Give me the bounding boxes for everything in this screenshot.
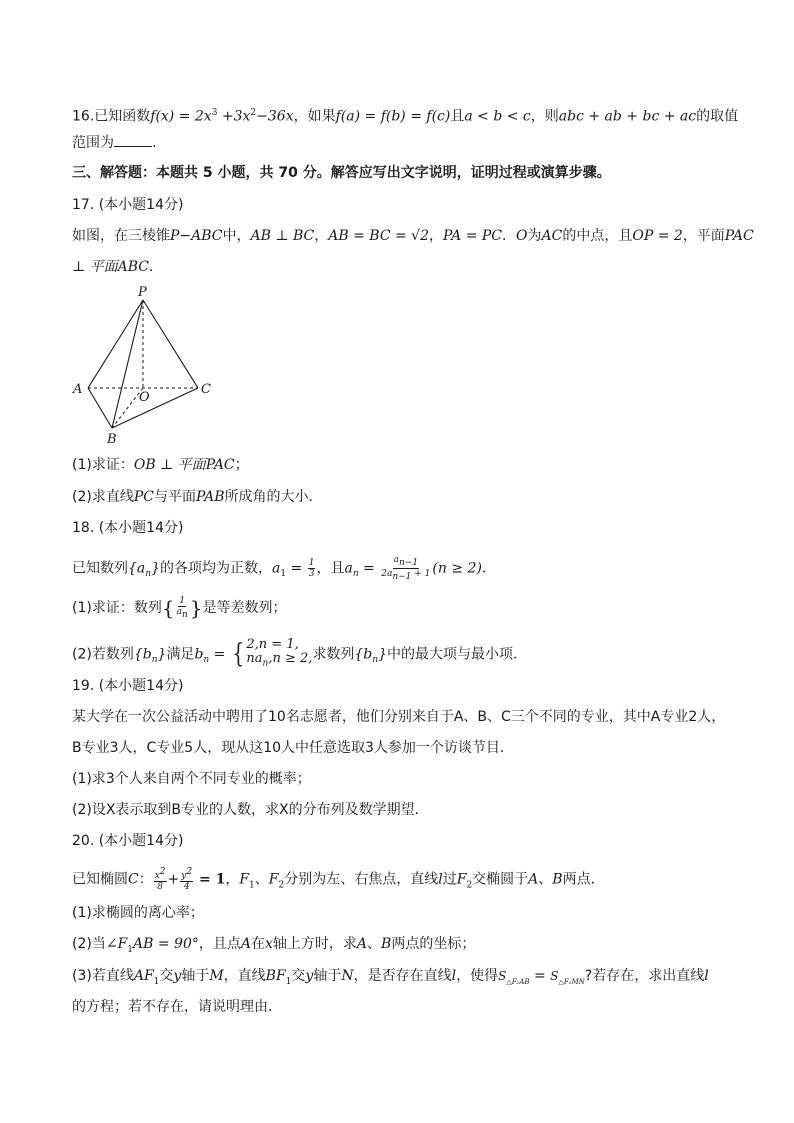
q20-sub: △F₁AB xyxy=(506,977,530,986)
q18-part2 xyxy=(72,638,527,671)
q17-t: 如图，在三棱锥 xyxy=(72,228,170,244)
q17-m: ABC xyxy=(117,259,149,275)
frac-num-sup: 2 xyxy=(159,867,166,877)
frac-den-a: a xyxy=(176,607,182,617)
q19-header: 19. (本小题14分) xyxy=(72,678,184,694)
q16-exp3: 3 xyxy=(211,108,218,118)
q17-m: P−ABC xyxy=(170,228,223,244)
q18-t: (1)求证：数列 xyxy=(72,599,162,616)
q20-part2 xyxy=(72,934,475,960)
q17-m: PA = PC xyxy=(443,228,503,244)
frac-num-sup: 2 xyxy=(186,867,193,877)
q18-header: 18. (本小题14分) xyxy=(72,520,184,536)
q20-m: l xyxy=(451,968,457,984)
q20-t: ，直线 xyxy=(223,968,266,984)
q20-t: ?若存在，求出直线 xyxy=(584,968,705,984)
q18-eq: = xyxy=(358,560,380,577)
label-o: O xyxy=(139,390,150,405)
frac-num-y: y xyxy=(181,871,187,881)
q20-t: 在 xyxy=(251,936,265,952)
q20-m: F xyxy=(239,871,250,888)
x2-over-8 xyxy=(154,867,167,892)
q17-m: OB ⊥ 平面 xyxy=(133,457,206,473)
q20-sub: 2 xyxy=(466,880,473,891)
q20-t: ，且点 xyxy=(198,936,241,952)
q20-m: F xyxy=(268,871,279,888)
edge-pc xyxy=(143,300,198,388)
q20-m: C xyxy=(128,871,139,888)
q16-line1 xyxy=(72,103,738,127)
q20-m: B xyxy=(381,936,392,952)
q18-t: 是等差数列； xyxy=(202,599,287,616)
q17-t: 的中点，且 xyxy=(562,228,633,244)
q17-part2 xyxy=(72,487,323,507)
q20-m: AB = 90° xyxy=(133,936,199,952)
q19-line1: 某大学在一次公益活动中聘用了10名志愿者，他们分别来自于A、B、C三个不同的专业，其中A专业2人， xyxy=(72,709,726,725)
q20-t: 、 xyxy=(254,871,269,888)
q20-area-s2: S xyxy=(550,969,559,983)
q20-m: A xyxy=(240,936,251,952)
q19-part2: (2)设X表示取到B专业的人数，求X的分布列及数学期望． xyxy=(72,802,429,818)
q17-part1 xyxy=(72,455,249,475)
q20-part3-line2: 的方程；若不存在，请说明理由． xyxy=(72,999,282,1015)
q17-t: (1)求证： xyxy=(72,457,134,473)
q17-header: 17. (本小题14分) xyxy=(72,197,184,213)
q18-sub: n xyxy=(352,569,359,580)
q20-t: 两点的坐标； xyxy=(391,936,476,952)
q17-m: PAC xyxy=(724,228,754,244)
q16-text6: 范围为 xyxy=(72,135,114,151)
q18-t: 求数列 xyxy=(312,646,355,663)
q20-sub: △F₁MN xyxy=(558,977,585,986)
q20-t: ： xyxy=(138,871,153,888)
q20-t: 交 xyxy=(159,968,174,984)
recurrence-fraction xyxy=(380,555,431,582)
q17-t: ， xyxy=(314,228,329,244)
q16-line2 xyxy=(72,133,156,153)
q20-sub: 1 xyxy=(153,976,160,987)
case-2-a: na xyxy=(246,651,263,666)
q17-t: ． xyxy=(149,259,163,275)
q20-line1 xyxy=(72,867,605,895)
q20-m: ∠F xyxy=(105,936,128,952)
q20-m: M xyxy=(209,968,224,984)
q20-m: l xyxy=(438,871,443,888)
q20-sub: 1 xyxy=(127,944,134,955)
q18-eq: = xyxy=(286,560,307,577)
q18-t: ，且 xyxy=(316,560,345,577)
edge-ab xyxy=(88,388,112,428)
q18-m: } xyxy=(157,646,167,663)
case-2 xyxy=(246,652,312,671)
q18-eq: = xyxy=(209,646,230,663)
q20-t: 两点． xyxy=(562,871,605,888)
q18-t: 已知数列 xyxy=(72,560,128,577)
q16-func: f(x) = 2x xyxy=(150,108,212,125)
frac-num xyxy=(393,555,419,569)
q17-t: ， xyxy=(429,228,444,244)
edge-bc xyxy=(112,388,198,428)
frac-den-sub: n−1 xyxy=(392,571,412,582)
q20-t: 、 xyxy=(367,936,382,952)
piecewise-brace: { xyxy=(232,639,244,670)
q16-text3: 且 xyxy=(450,108,465,125)
q20-header: 20. (本小题14分) xyxy=(72,833,184,849)
q20-m: y xyxy=(305,968,314,984)
frac-num: 1 xyxy=(179,596,186,606)
frac-den-a: 2a xyxy=(381,568,393,579)
q16-expression: abc + ab + bc + ac xyxy=(558,108,697,125)
q17-line1 xyxy=(72,226,754,246)
case-1: 2,n = 1, xyxy=(246,637,299,652)
frac-den xyxy=(380,569,431,582)
q20-m: A xyxy=(528,871,539,888)
q18-line1 xyxy=(72,555,496,584)
q18-m: {b xyxy=(354,646,373,663)
q20-plus: + xyxy=(167,871,180,888)
q20-sub: 1 xyxy=(249,880,255,891)
q17-t: ． xyxy=(502,228,517,244)
q18-sub: n xyxy=(145,569,152,580)
q20-m: A xyxy=(356,936,368,952)
q18-m: a xyxy=(344,560,353,577)
q17-m: PAB xyxy=(195,489,225,505)
q17-t: 与平面 xyxy=(153,489,196,505)
reciprocal-fraction xyxy=(176,596,189,620)
q20-t: ，使得 xyxy=(456,968,499,984)
frac-num-x: x xyxy=(154,871,160,881)
q18-sub: 1 xyxy=(280,569,287,580)
q18-m: a xyxy=(271,560,281,577)
braced-fraction xyxy=(162,596,203,620)
q20-t: ，是否存在直线 xyxy=(353,968,452,984)
q17-m: ⊥ 平面 xyxy=(72,259,118,275)
frac-den: 8 xyxy=(157,882,163,892)
q20-t: 轴上方时，求 xyxy=(272,936,357,952)
q20-eq: = xyxy=(529,968,551,984)
q20-m: N xyxy=(341,968,354,984)
q20-m: x xyxy=(265,936,273,952)
frac-den xyxy=(176,607,189,620)
q20-m: BF xyxy=(265,968,286,984)
q20-t: ， xyxy=(225,871,240,888)
answer-blank xyxy=(114,134,152,147)
case-2-end: ,n ≥ 2, xyxy=(268,651,313,666)
q18-t: ． xyxy=(481,560,496,577)
q20-t: 轴于 xyxy=(313,968,342,984)
q16-text: 已知函数 xyxy=(94,108,151,125)
q20-t: 交 xyxy=(291,968,306,984)
q17-t: 为 xyxy=(527,228,542,244)
y2-over-4 xyxy=(180,867,193,892)
q19-part1: (1)求3个人来自两个不同专业的概率； xyxy=(72,771,311,787)
frac-num xyxy=(154,867,167,882)
frac-num: 1 xyxy=(308,557,315,568)
q20-t: 轴于 xyxy=(181,968,210,984)
q16-term3: −36x xyxy=(256,108,294,125)
q19-line2: B专业3人，C专业5人，现从这10人中任意选取3人参加一个访谈节目． xyxy=(72,740,514,756)
q16-number: 16. xyxy=(72,108,95,125)
piecewise xyxy=(230,638,313,671)
q16-exp2: 2 xyxy=(250,108,257,118)
q17-t: 所成角的大小． xyxy=(224,489,323,505)
q18-part1 xyxy=(72,596,286,620)
frac-num-a: a xyxy=(393,555,399,565)
q18-t: (2)若数列 xyxy=(72,646,134,663)
q20-t: 分别为左、右焦点，直线 xyxy=(284,871,439,888)
q17-m: AB ⊥ BC xyxy=(250,228,315,244)
case-2-sub: n xyxy=(262,658,269,669)
q16-text4: ，则 xyxy=(530,108,559,125)
q20-m: B xyxy=(552,871,563,888)
q16-inequality: a < b < c xyxy=(464,108,531,125)
label-b: B xyxy=(107,432,117,447)
q20-m: l xyxy=(704,968,709,984)
q20-t: (2)当 xyxy=(72,936,106,952)
right-brace: } xyxy=(189,595,203,620)
q20-area-s1: S xyxy=(498,969,507,983)
q17-m: O xyxy=(516,228,528,244)
frac-num-sub: n−1 xyxy=(398,557,419,568)
q18-m: } xyxy=(378,646,387,663)
left-brace: { xyxy=(161,595,175,620)
q18-m: {a xyxy=(128,560,146,577)
q20-part1: (1)求椭圆的离心率； xyxy=(72,905,204,921)
q17-m: AC xyxy=(541,228,563,244)
q17-m: OP = 2 xyxy=(632,228,683,244)
q16-condition: f(a) = f(b) = f(c) xyxy=(335,108,451,125)
q17-t: ； xyxy=(234,457,249,473)
q17-t: (2)求直线 xyxy=(72,489,134,505)
q18-sub: n xyxy=(203,655,210,666)
q17-m: AB = BC = √2 xyxy=(328,228,430,244)
q18-m: b xyxy=(194,646,204,663)
q20-t: 、 xyxy=(538,871,553,888)
label-p: P xyxy=(138,285,147,300)
q20-eq: = 1 xyxy=(194,871,226,888)
q16-text5: 的取值 xyxy=(696,108,739,125)
q17-t: 中， xyxy=(222,228,251,244)
edge-pa xyxy=(88,300,143,388)
q20-sub: 2 xyxy=(278,880,285,891)
q20-t: 交椭圆于 xyxy=(472,871,529,888)
q17-t: ，平面 xyxy=(682,228,725,244)
q20-sub: 1 xyxy=(285,976,292,987)
q17-m: PAC xyxy=(205,457,235,473)
frac-den-sub: n xyxy=(181,609,188,620)
q18-m: {b xyxy=(133,646,152,663)
q18-sub: n xyxy=(372,655,379,666)
q20-m: F xyxy=(456,871,467,888)
q20-part3 xyxy=(72,966,709,992)
label-a: A xyxy=(73,382,83,397)
q18-t: 的各项均为正数， xyxy=(159,560,272,577)
q18-sub: n xyxy=(151,655,158,666)
frac-num xyxy=(180,867,193,882)
q18-m: (n ≥ 2) xyxy=(432,560,482,577)
q16-text2: ，如果 xyxy=(293,108,336,125)
q20-t: 已知椭圆 xyxy=(72,871,128,888)
q20-t: 过 xyxy=(442,871,457,888)
q16-term2: +3x xyxy=(217,108,251,125)
fraction-one-third xyxy=(308,558,316,579)
q20-t: (3)若直线 xyxy=(72,968,134,984)
q16-end: . xyxy=(152,135,157,151)
piecewise-cases xyxy=(246,638,312,671)
q18-t: 中的最大项与最小项． xyxy=(386,646,527,663)
q17-m: PC xyxy=(133,489,154,505)
q20-m: AF xyxy=(133,968,154,984)
frac-den: 4 xyxy=(183,882,190,892)
frac-den: 3 xyxy=(308,568,315,579)
q17-line2 xyxy=(72,257,163,277)
section-3-heading: 三、解答题：本题共 5 小题，共 70 分。解答应写出文字说明，证明过程或演算步骤。 xyxy=(72,165,611,181)
q20-m: y xyxy=(173,968,182,984)
label-c: C xyxy=(201,382,211,397)
frac-den-end: + 1 xyxy=(411,568,431,579)
pyramid-figure xyxy=(70,283,220,448)
q18-m: } xyxy=(151,560,160,577)
q18-t: 满足 xyxy=(166,646,195,663)
